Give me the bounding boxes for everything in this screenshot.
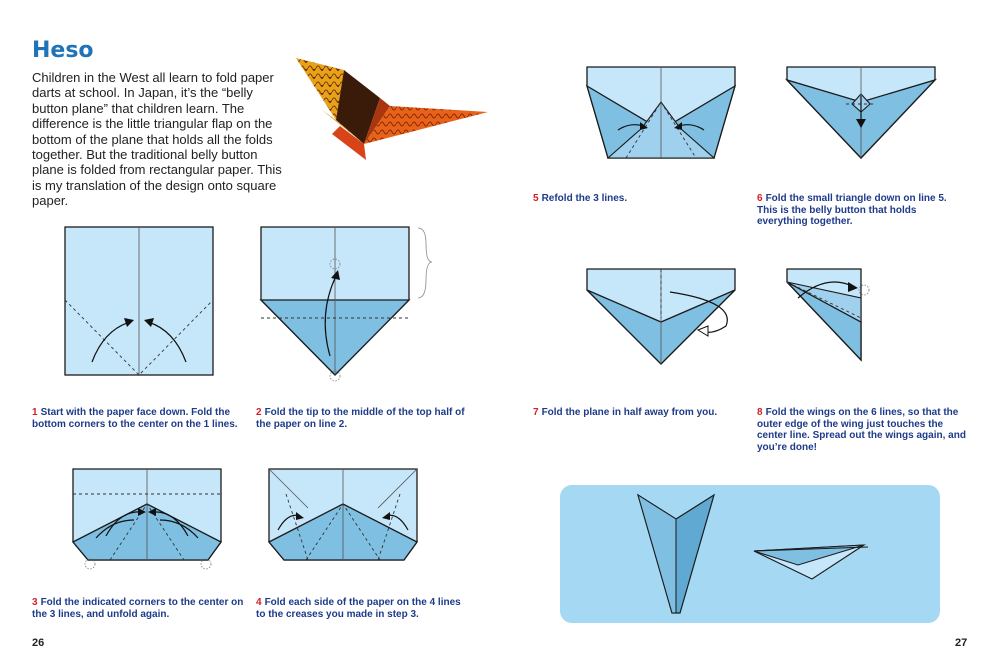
- page-number-left: 26: [32, 637, 45, 649]
- step-6-caption: 6 Fold the small triangle down on line 5. This is the belly button that holds everything together.: [757, 193, 947, 227]
- step-7-caption: 7 Fold the plane in half away from you.: [533, 407, 718, 418]
- step-4-caption: 4 Fold each side of the paper on the 4 lines to the creases you made in step 3.: [256, 597, 461, 620]
- step-2-caption: 2 Fold the tip to the middle of the top half of the paper on line 2.: [256, 407, 465, 430]
- step-7-diagram: [586, 268, 746, 368]
- page-title: Heso: [32, 38, 94, 63]
- step-1-caption: 1 Start with the paper face down. Fold the bottom corners to the center on the 1 lines.: [32, 407, 238, 430]
- step-3-diagram: [72, 468, 224, 568]
- finished-plane-side-view: [752, 537, 872, 585]
- finished-plane-photo: [292, 48, 492, 168]
- finished-plane-panel: [560, 485, 940, 623]
- page-number-right: 27: [955, 637, 968, 649]
- step-8-caption: 8 Fold the wings on the 6 lines, so that the outer edge of the wing just touches the center line. Spread out the wings again, and you’re done!: [757, 407, 966, 453]
- finished-plane-top-view: [634, 493, 720, 617]
- step-2-diagram: [260, 226, 440, 386]
- step-3-caption: 3 Fold the indicated corners to the center on the 3 lines, and unfold again.: [32, 597, 244, 620]
- step-5-diagram: [586, 66, 738, 162]
- step-1-diagram: [64, 226, 214, 376]
- intro-paragraph: Children in the West all learn to fold paper darts at school. In Japan, it’s the “belly button plane” that children learn. The difference is the little triangular flap on the bottom of the plane that holds all the folds together. But the traditional belly button plane is folded from rectangular paper. This is my translation of the design onto square paper.: [32, 70, 282, 209]
- step-8-diagram: [786, 268, 886, 368]
- step-4-diagram: [268, 468, 420, 568]
- step-5-caption: 5 Refold the 3 lines.: [533, 193, 628, 204]
- step-6-diagram: [786, 66, 938, 162]
